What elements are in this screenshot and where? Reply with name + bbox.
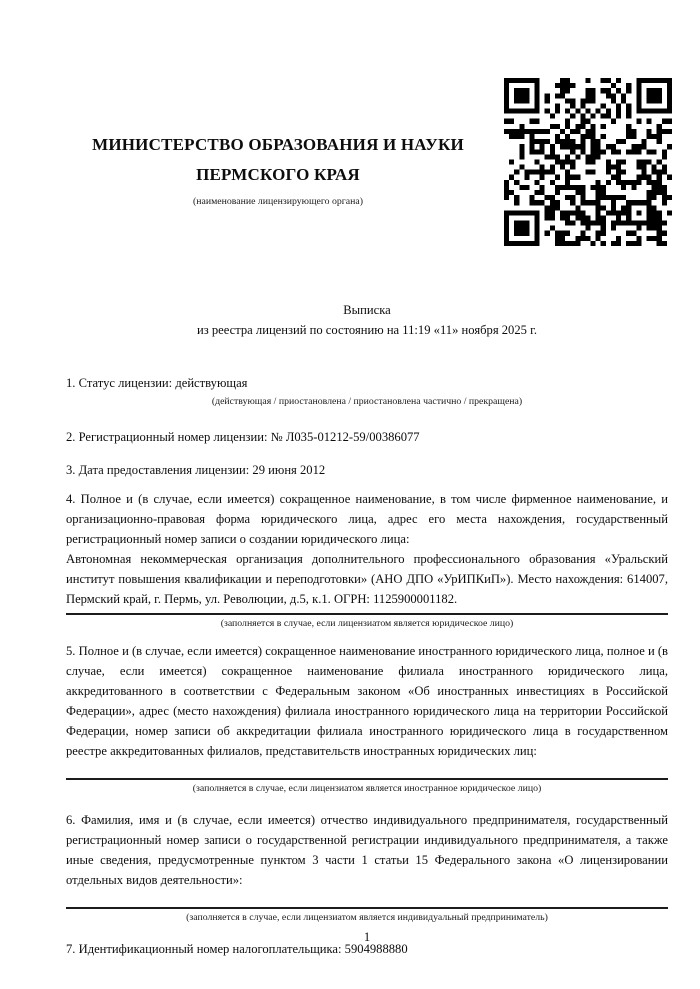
item-6-caption: (заполняется в случае, если лицензиатом является индивидуальный предприниматель) (186, 912, 548, 923)
document-title (66, 300, 668, 340)
ministry-header (62, 130, 494, 208)
item-5-caption: (заполняется в случае, если лицензиатом является иностранное юридическое лицо) (192, 783, 542, 794)
item-4-rule-line (66, 613, 668, 615)
document-title-line2: из реестра лицензий по состоянию на 11:19 «11» ноября 2025 г. (196, 323, 537, 337)
item-6-note (66, 907, 668, 924)
document-title-line1: Выписка (343, 303, 391, 317)
item-6-rule-line (66, 907, 668, 909)
ministry-name-line2: ПЕРМСКОГО КРАЯ (196, 165, 360, 184)
qr-code-icon (504, 78, 672, 246)
item-4-legal-entity-value: Автономная некоммерческая организация дополнительного профессионального образования «Уральский институт повышения квалификации и переподготовки» (АНО ДПО «УрИПКиП»). Место нахождения: 614007, Пермский край, г. Пермь, ул. Революции, д.5, к.1. ОГРН: 1125900001182. (66, 552, 668, 606)
item-4-caption: (заполняется в случае, если лицензиатом является юридическое лицо) (220, 618, 514, 629)
page-number: 1 (363, 930, 371, 944)
item-5-rule-line (66, 778, 668, 780)
item-7-taxpayer-number: 7. Идентификационный номер налогоплательщика: 5904988880 (66, 942, 408, 956)
item-5-note (66, 778, 668, 795)
item-4-note (66, 613, 668, 630)
item-6-entrepreneur-heading: 6. Фамилия, имя и (в случае, если имеется) отчество индивидуального предпринимателя, государственный регистрационный номер записи о государственной регистрации индивидуального предпринимателя, а также иные сведения, предусмотренные пунктом 3 части 1 статьи 15 Федерального закона «О лицензировании отдельных видов деятельности»: (66, 813, 668, 887)
item-3-license-date: 3. Дата предоставления лицензии: 29 июня 2012 (66, 463, 326, 477)
item-2-registration-number: 2. Регистрационный номер лицензии: № Л035-01212-59/00386077 (66, 430, 420, 444)
ministry-name-line1: МИНИСТЕРСТВО ОБРАЗОВАНИЯ И НАУКИ (92, 135, 464, 154)
item-5-foreign-entity-heading: 5. Полное и (в случае, если имеется) сокращенное наименование иностранного юридического лица, полное и (в случае, если имеется) сокращенное наименование филиала иностранного юридического лица, аккредитованного в соответствии с Федеральным законом «Об иностранных инвестициях в Российской Федерации», адрес (место нахождения) филиала иностранного юридического лица на территории Российской Федерации, номер записи об аккредитации филиала иностранного юридического лица в государственном реестре аккредитованных филиалов, представительств иностранных юридических лиц: (66, 644, 668, 758)
item-4-legal-entity-heading: 4. Полное и (в случае, если имеется) сокращенное наименование, в том числе фирменное наименование, и организационно-правовая форма юридического лица, адрес его места нахождения, государственный регистрационный номер записи о создании юридического лица: (66, 492, 668, 546)
item-1-license-status: 1. Статус лицензии: действующая (66, 376, 248, 390)
ministry-caption: (наименование лицензирующего органа) (192, 196, 363, 207)
item-1-caption: (действующая / приостановлена / приостановлена частично / прекращена) (211, 396, 523, 407)
